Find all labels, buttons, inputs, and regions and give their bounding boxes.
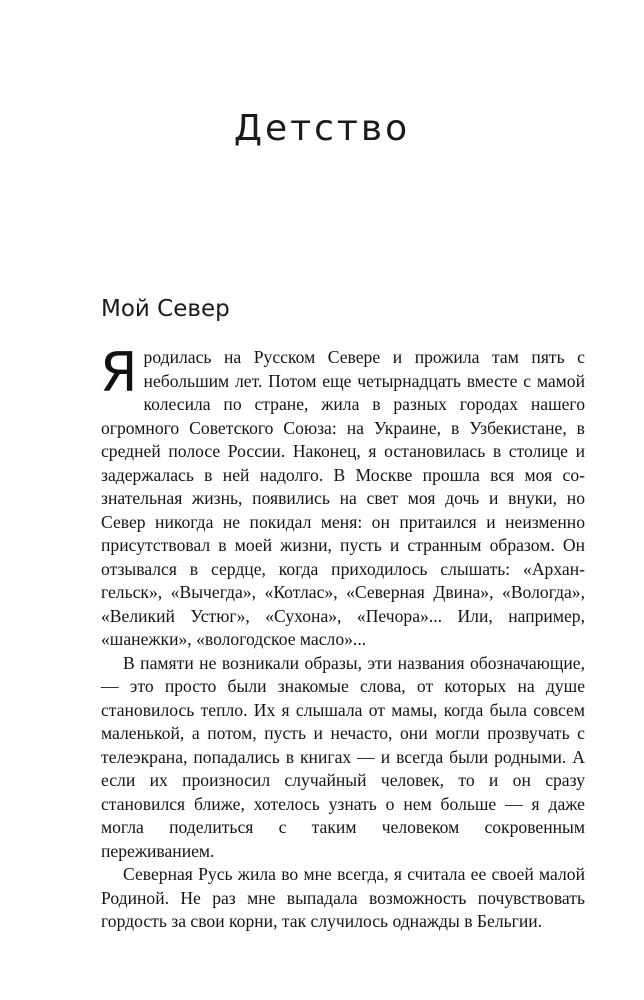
drop-cap: Я (100, 341, 138, 404)
paragraph-1-text: родилась на Русском Севере и прожила там пять с небольшим лет. Потом еще четырнадцать вместе с мамой колесила по стране, жила в разных городах нашего огромного Советского Союза: на Украине, в Узбекистане, в средней полосе России. Наконец, я остановилась в столице и задержалась в ней надолго. В Москве прошла вся моя сознательная жизнь, появились на свет моя дочь и внуки, но Север никогда не покидал меня: он притаился и неизменно присутствовал в моей жизни, пусть и странным образом. Он отзывался в сердце, когда приходилось слышать: «Архангельск», «Вычегда», «Котлас», «Северная Двина», «Вологда», «Великий Устюг», «Сухона», «Печора»... Или, например, «шанежки», «вологодское масло»... (101, 347, 585, 649)
paragraph-1 (100, 341, 585, 652)
section-title: Мой Север (101, 296, 230, 322)
paragraph-3: Северная Русь жила во мне всегда, я считала ее своей малой Родиной. Не раз мне выпадала возможность почувствовать гордость за свои корни, так случилось однажды в Бельгии. (101, 864, 585, 931)
body-text (100, 341, 585, 934)
chapter-title: Детство (233, 108, 411, 149)
paragraph-2: В памяти не возникали образы, эти названия обозначающие, — это просто были знакомые слова, от которых на душе становилось тепло. Их я слышала от мамы, когда была совсем маленькой, а потом, пусть и нечасто, они могли прозвучать с телеэкрана, попадались в книгах — и всегда были родными. А если их произносил случайный человек, то и он сразу становился ближе, хотелось узнать о нем больше — я даже могла поделиться с таким человеком сокровенным переживанием. (101, 652, 585, 861)
